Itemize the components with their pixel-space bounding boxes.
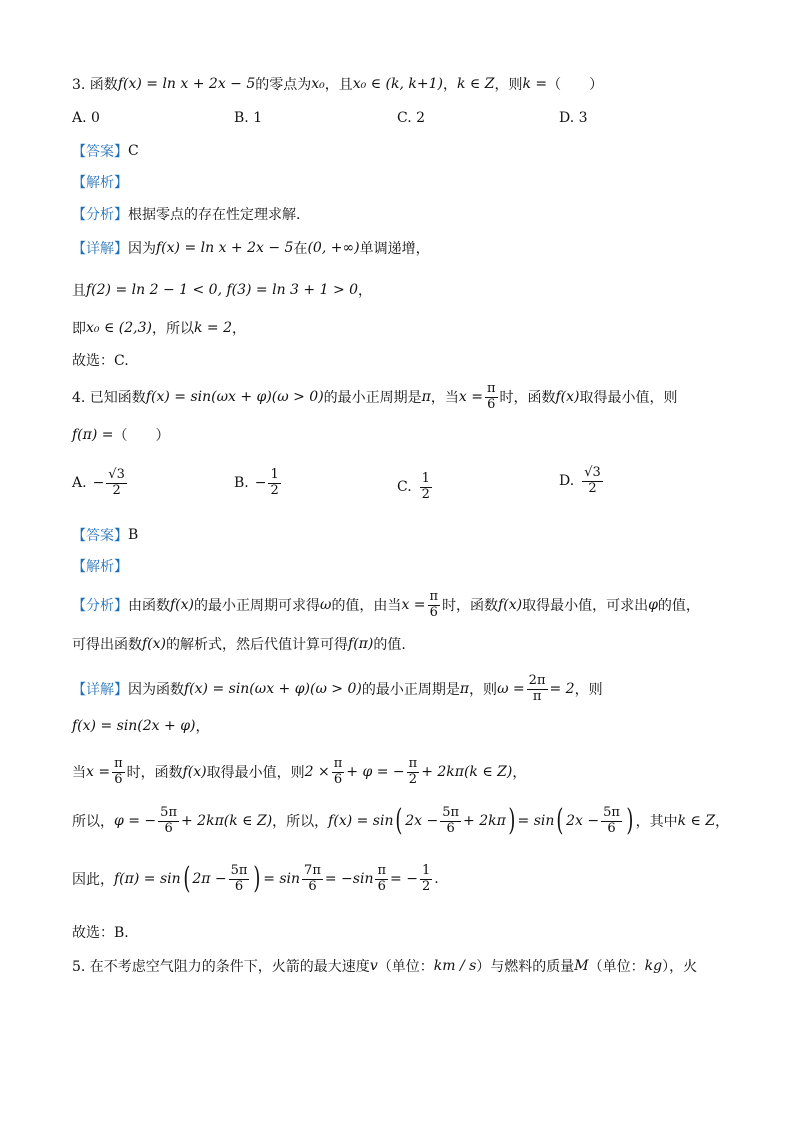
q3-detail-1: [72, 238, 430, 258]
q4-answer: [72, 525, 138, 545]
detail-text: 即: [72, 321, 86, 337]
q4-x-equals: x =: [86, 764, 111, 781]
q3-integer-condition: k ∈ Z: [456, 76, 495, 92]
q4-detail-5: 因此， f(π) = sin ( 2π − $\frac{5\pi}{6}$ ) = sin $\frac{7\pi}{6}$ = −sin $\frac{\pi}{6}$ = − $\frac{1}{2}$ .: [72, 861, 439, 897]
fraction-pi-2: $\frac{\pi}{2}$: [408, 756, 418, 787]
fenxi-text: 时，函数: [442, 598, 499, 615]
fenxi-label: 【分析】: [72, 598, 128, 615]
detail-formula: f(x) = sin: [328, 813, 394, 830]
fraction-pi-6: $\frac{\pi}{6}$: [333, 756, 343, 787]
q4-f-pi: f(π) =: [72, 427, 114, 443]
analysis-label: 【解析】: [72, 175, 128, 191]
detail-formula: + φ = −: [346, 764, 405, 781]
detail-text: ，其中: [635, 814, 678, 831]
fraction-1-2: $\frac{1}{2}$: [421, 863, 431, 894]
q4-stem-1: [72, 382, 678, 413]
detail-formula: x₀ ∈ (2,3): [86, 320, 152, 336]
detail-formula: f(x) = ln x + 2x − 5: [156, 240, 294, 256]
phi-symbol: φ: [648, 597, 658, 614]
detail-text: 在: [293, 241, 308, 257]
detail-text: ，: [195, 719, 210, 735]
q3-stem-text: ，则: [494, 77, 523, 93]
fenxi-text: 的值，: [657, 598, 700, 615]
detail-formula: = sin: [263, 871, 301, 888]
fraction-5pi-6: $\frac{5\pi}{6}$: [442, 805, 460, 836]
q4-analysis: [72, 556, 128, 576]
answer-label: 【答案】: [72, 528, 128, 544]
detail-label: 【详解】: [72, 682, 128, 699]
fenxi-text: 根据零点的存在性定理求解.: [128, 207, 301, 223]
detail-text: 因此，: [72, 872, 114, 889]
fenxi-text: 的最小正周期可求得: [194, 598, 321, 615]
fraction-5pi-6: $\frac{5\pi}{6}$: [230, 863, 248, 894]
q3-zero-symbol: x₀: [311, 76, 325, 92]
q3-stem: [72, 74, 603, 94]
q3-stem-text: 的零点为: [255, 77, 312, 93]
q4-fenxi-2: [72, 634, 406, 654]
q5-stem-text: ）与燃料的质量: [476, 959, 575, 975]
detail-text: ，: [715, 814, 730, 831]
fraction-7pi-6: $\frac{7\pi}{6}$: [304, 863, 321, 894]
q5-velocity-unit: km / s: [433, 958, 477, 974]
detail-text: 因为函数: [128, 682, 184, 699]
q3-interval: x₀ ∈ (k, k+1): [352, 76, 443, 92]
q4-option-d: D. √3 2: [559, 465, 601, 496]
q4-detail-3: [72, 757, 526, 788]
q3-detail-3: [72, 318, 246, 338]
detail-text: ，所以: [151, 321, 194, 337]
q4-option-c: C. 1 2: [397, 471, 430, 502]
q4-stem-text: 时，函数: [499, 390, 556, 407]
fenxi-label: 【分析】: [72, 207, 128, 223]
detail-formula: f(2) = ln 2 − 1 < 0, f(3) = ln 3 + 1 > 0: [86, 282, 359, 298]
detail-formula: + 2kπ(k ∈ Z): [421, 764, 513, 781]
detail-text: .: [434, 871, 439, 888]
q4-fx: f(x): [142, 636, 167, 652]
q3-option-b: B. 1: [234, 110, 263, 126]
q5-stem-text: ），火: [662, 959, 698, 975]
q3-fenxi: [72, 204, 300, 224]
detail-formula: = 2: [549, 681, 575, 698]
fraction-5pi-6: $\frac{5\pi}{6}$: [603, 805, 620, 836]
detail-text: ，则: [574, 682, 603, 699]
detail-text: 所以，: [72, 814, 114, 831]
q4-fx: f(x): [182, 764, 207, 781]
q4-choose: 故选：B.: [72, 925, 129, 941]
detail-text: ，: [232, 321, 246, 337]
q3-answer: [72, 141, 139, 161]
q5-stem-text: 5. 在不考虑空气阻力的条件下，火箭的最大速度: [72, 959, 370, 975]
detail-formula: = sin: [517, 813, 555, 830]
fenxi-text: 取得最小值，可求出: [522, 598, 649, 615]
q4-x-equals: x =: [401, 597, 426, 614]
fenxi-text: 的值，由当: [331, 598, 402, 615]
answer-value: C: [128, 143, 139, 159]
q5-mass-unit: kg: [644, 958, 663, 974]
detail-formula: 2x −: [566, 813, 600, 830]
detail-text: ，: [512, 765, 527, 782]
q4-detail-4: 所以， φ = − $\frac{5\pi}{6}$ + 2kπ(k ∈ Z) ，所以， f(x) = sin ( 2x − $\frac{5\pi}{6}$ + 2kπ ) = sin ( 2x − $\frac{5\pi}{6}$ ) ，其中 k ∈ Z ，: [72, 803, 730, 839]
detail-label: 【详解】: [72, 241, 128, 257]
detail-text: 且: [72, 283, 86, 299]
q4-fx: f(x): [170, 597, 195, 614]
detail-text: ，: [358, 283, 373, 299]
answer-value: B: [128, 527, 139, 543]
detail-formula: k = 2: [193, 320, 232, 336]
detail-formula: f(x) = sin(2x + φ): [72, 718, 196, 734]
omega-symbol: ω: [320, 597, 332, 614]
detail-formula: = −: [390, 871, 418, 888]
q3-blank: （ ）: [547, 77, 604, 93]
q4-fx: f(x): [555, 389, 580, 406]
detail-formula: 2 ×: [304, 764, 330, 781]
q4-stem-text: 的最小正周期是: [323, 390, 422, 407]
fenxi-text: 的解析式，然后代值计算可得: [166, 637, 349, 653]
q3-stem-text: ，且: [324, 77, 353, 93]
q4-stem-text: 取得最小值，则: [579, 390, 678, 407]
q3-stem-text: 3. 函数: [72, 77, 118, 93]
fraction-2pi-pi: $\frac{2\pi}{\pi}$: [528, 673, 546, 704]
answer-label: 【答案】: [72, 144, 128, 160]
q5-velocity-symbol: v: [369, 958, 378, 974]
fenxi-text: 由函数: [128, 598, 170, 615]
detail-text: 因为: [128, 241, 156, 257]
detail-formula: k ∈ Z: [677, 813, 716, 830]
detail-formula: f(x) = sin(ωx + φ)(ω > 0): [184, 681, 362, 698]
q4-detail-1: [72, 674, 603, 705]
q4-stem-text: ，当: [430, 390, 459, 407]
detail-text: 时，函数: [126, 765, 183, 782]
fenxi-text: 可得出函数: [72, 637, 142, 653]
detail-formula: φ = −: [114, 813, 157, 830]
q4-option-b: B. − $\frac{1}{2}$: [234, 467, 279, 498]
fraction-pi-6: $\frac{\pi}{6}$: [377, 863, 387, 894]
detail-text: ，则: [469, 682, 498, 699]
q3-option-d: D. 3: [559, 110, 588, 126]
q4-stem-2: [72, 425, 170, 445]
detail-formula: 2π −: [192, 871, 227, 888]
detail-formula: + 2kπ: [463, 813, 506, 830]
q4-x-equals: x =: [458, 389, 483, 406]
q5-stem: [72, 956, 697, 976]
q4-blank: （ ）: [113, 428, 170, 444]
detail-formula: + 2kπ(k ∈ Z): [181, 813, 273, 830]
q4-function-formula: f(x) = sin(ωx + φ)(ω > 0): [145, 389, 324, 406]
detail-formula: (0, +∞): [307, 240, 360, 256]
q5-mass-symbol: M: [574, 958, 589, 974]
q5-stem-text: （单位：: [588, 959, 645, 975]
q3-analysis: [72, 172, 128, 192]
omega-equals: ω =: [497, 681, 525, 698]
q3-option-c: C. 2: [397, 110, 426, 126]
fraction-pi-6: $\frac{\pi}{6}$: [429, 589, 439, 620]
q4-f-pi: f(π): [348, 636, 374, 652]
q3-function-formula: f(x) = ln x + 2x − 5: [117, 76, 256, 92]
fraction-pi-6: $\frac{\pi}{6}$: [114, 756, 123, 787]
detail-text: 的最小正周期是: [361, 682, 460, 699]
q3-stem-text: ，: [442, 77, 457, 93]
detail-text: 当: [72, 765, 86, 782]
detail-text: 单调递增，: [359, 241, 430, 257]
q3-detail-2: [72, 280, 372, 300]
q5-stem-text: （单位：: [377, 959, 434, 975]
detail-formula: 2x −: [405, 813, 439, 830]
q4-option-a: A. − $\frac{√3}{2}$: [72, 467, 125, 498]
analysis-label: 【解析】: [72, 559, 128, 575]
q3-choose: 故选：C.: [72, 353, 129, 369]
detail-text: ，所以，: [272, 814, 329, 831]
q3-option-a: A. 0: [72, 110, 100, 126]
fraction-5pi-6: $\frac{5\pi}{6}$: [160, 805, 177, 836]
q4-fenxi-1: [72, 590, 700, 621]
q4-pi: π: [421, 389, 431, 406]
detail-formula: = −sin: [324, 871, 374, 888]
detail-text: 取得最小值，则: [206, 765, 305, 782]
q3-k-equals: k =: [522, 76, 548, 92]
fenxi-text: 的值.: [373, 637, 406, 653]
detail-formula: f(π) = sin: [114, 871, 181, 888]
q4-fraction-pi-6: $\frac{\pi}{6}$: [486, 381, 496, 412]
q4-fx: f(x): [498, 597, 523, 614]
q4-detail-2: [72, 716, 209, 736]
q4-stem-text: 4. 已知函数: [72, 390, 146, 407]
pi-symbol: π: [459, 681, 470, 698]
